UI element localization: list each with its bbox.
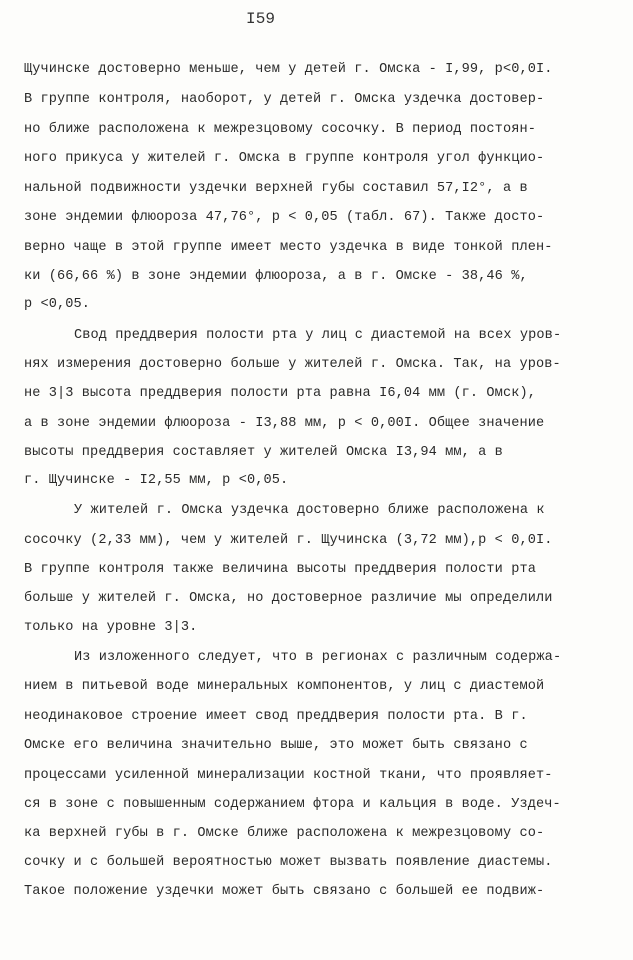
text-line: Омске его величина значительно выше, это может быть связано с xyxy=(24,738,528,753)
text-line: но ближе расположена к межрезцовому сосочку. В период постоян- xyxy=(24,122,536,137)
text-line: нальной подвижности уздечки верхней губы составил 57,I2°, а в xyxy=(24,181,528,196)
text-line: Такое положение уздечки может быть связано с большей ее подвиж- xyxy=(24,884,545,899)
text-line-indent: Из изложенного следует, что в регионах с различным содержа- xyxy=(74,650,562,665)
text-line: не 3|3 высота преддверия полости рта равна I6,04 мм (г. Омск), xyxy=(24,386,536,401)
text-line: больше у жителей г. Омска, но достоверное различие мы определили xyxy=(24,591,553,606)
text-line: а в зоне эндемии флюороза - I3,88 мм, p < 0,00I. Общее значение xyxy=(24,416,545,431)
text-line: г. Щучинске - I2,55 мм, p <0,05. xyxy=(24,473,289,488)
text-line: В группе контроля также величина высоты преддверия полости рта xyxy=(24,562,536,577)
text-line: только на уровне 3|3. xyxy=(24,620,198,635)
text-line: нях измерения достоверно больше у жителей г. Омска. Так, на уров- xyxy=(24,357,561,372)
text-line: верно чаще в этой группе имеет место уздечка в виде тонкой плен- xyxy=(24,240,553,255)
text-line-indent: У жителей г. Омска уздечка достоверно ближе расположена к xyxy=(74,503,545,518)
text-line: В группе контроля, наоборот, у детей г. Омска уздечка достовер- xyxy=(24,92,545,107)
text-line: Щучинске достоверно меньше, чем у детей г. Омска - I,99, p<0,0I. xyxy=(24,62,553,77)
text-line: процессами усиленной минерализации костной ткани, что проявляет- xyxy=(24,768,553,783)
page-number: I59 xyxy=(246,10,276,28)
text-line: ся в зоне с повышенным содержанием фтора и кальция в воде. Уздеч- xyxy=(24,797,561,812)
text-line: неодинаковое строение имеет свод преддверия полости рта. В г. xyxy=(24,709,528,724)
text-line: сочку и с большей вероятностью может вызвать появление диастемы. xyxy=(24,855,553,870)
text-line: ка верхней губы в г. Омске ближе расположена к межрезцовому со- xyxy=(24,826,545,841)
text-line: сосочку (2,33 мм), чем у жителей г. Щучинска (3,72 мм),p < 0,0I. xyxy=(24,533,553,548)
text-line: p <0,05. xyxy=(24,297,91,312)
text-line: ки (66,66 %) в зоне эндемии флюороза, а в г. Омске - 38,46 %, xyxy=(24,269,528,284)
text-line: нием в питьевой воде минеральных компонентов, у лиц с диастемой xyxy=(24,679,545,694)
text-line: высоты преддверия составляет у жителей Омска I3,94 мм, а в xyxy=(24,445,503,460)
text-line: зоне эндемии флюороза 47,76°, p < 0,05 (табл. 67). Также досто- xyxy=(24,210,545,225)
text-line: ного прикуса у жителей г. Омска в группе контроля угол функцио- xyxy=(24,151,545,166)
text-line-indent: Свод преддверия полости рта у лиц с диастемой на всех уров- xyxy=(74,328,562,343)
